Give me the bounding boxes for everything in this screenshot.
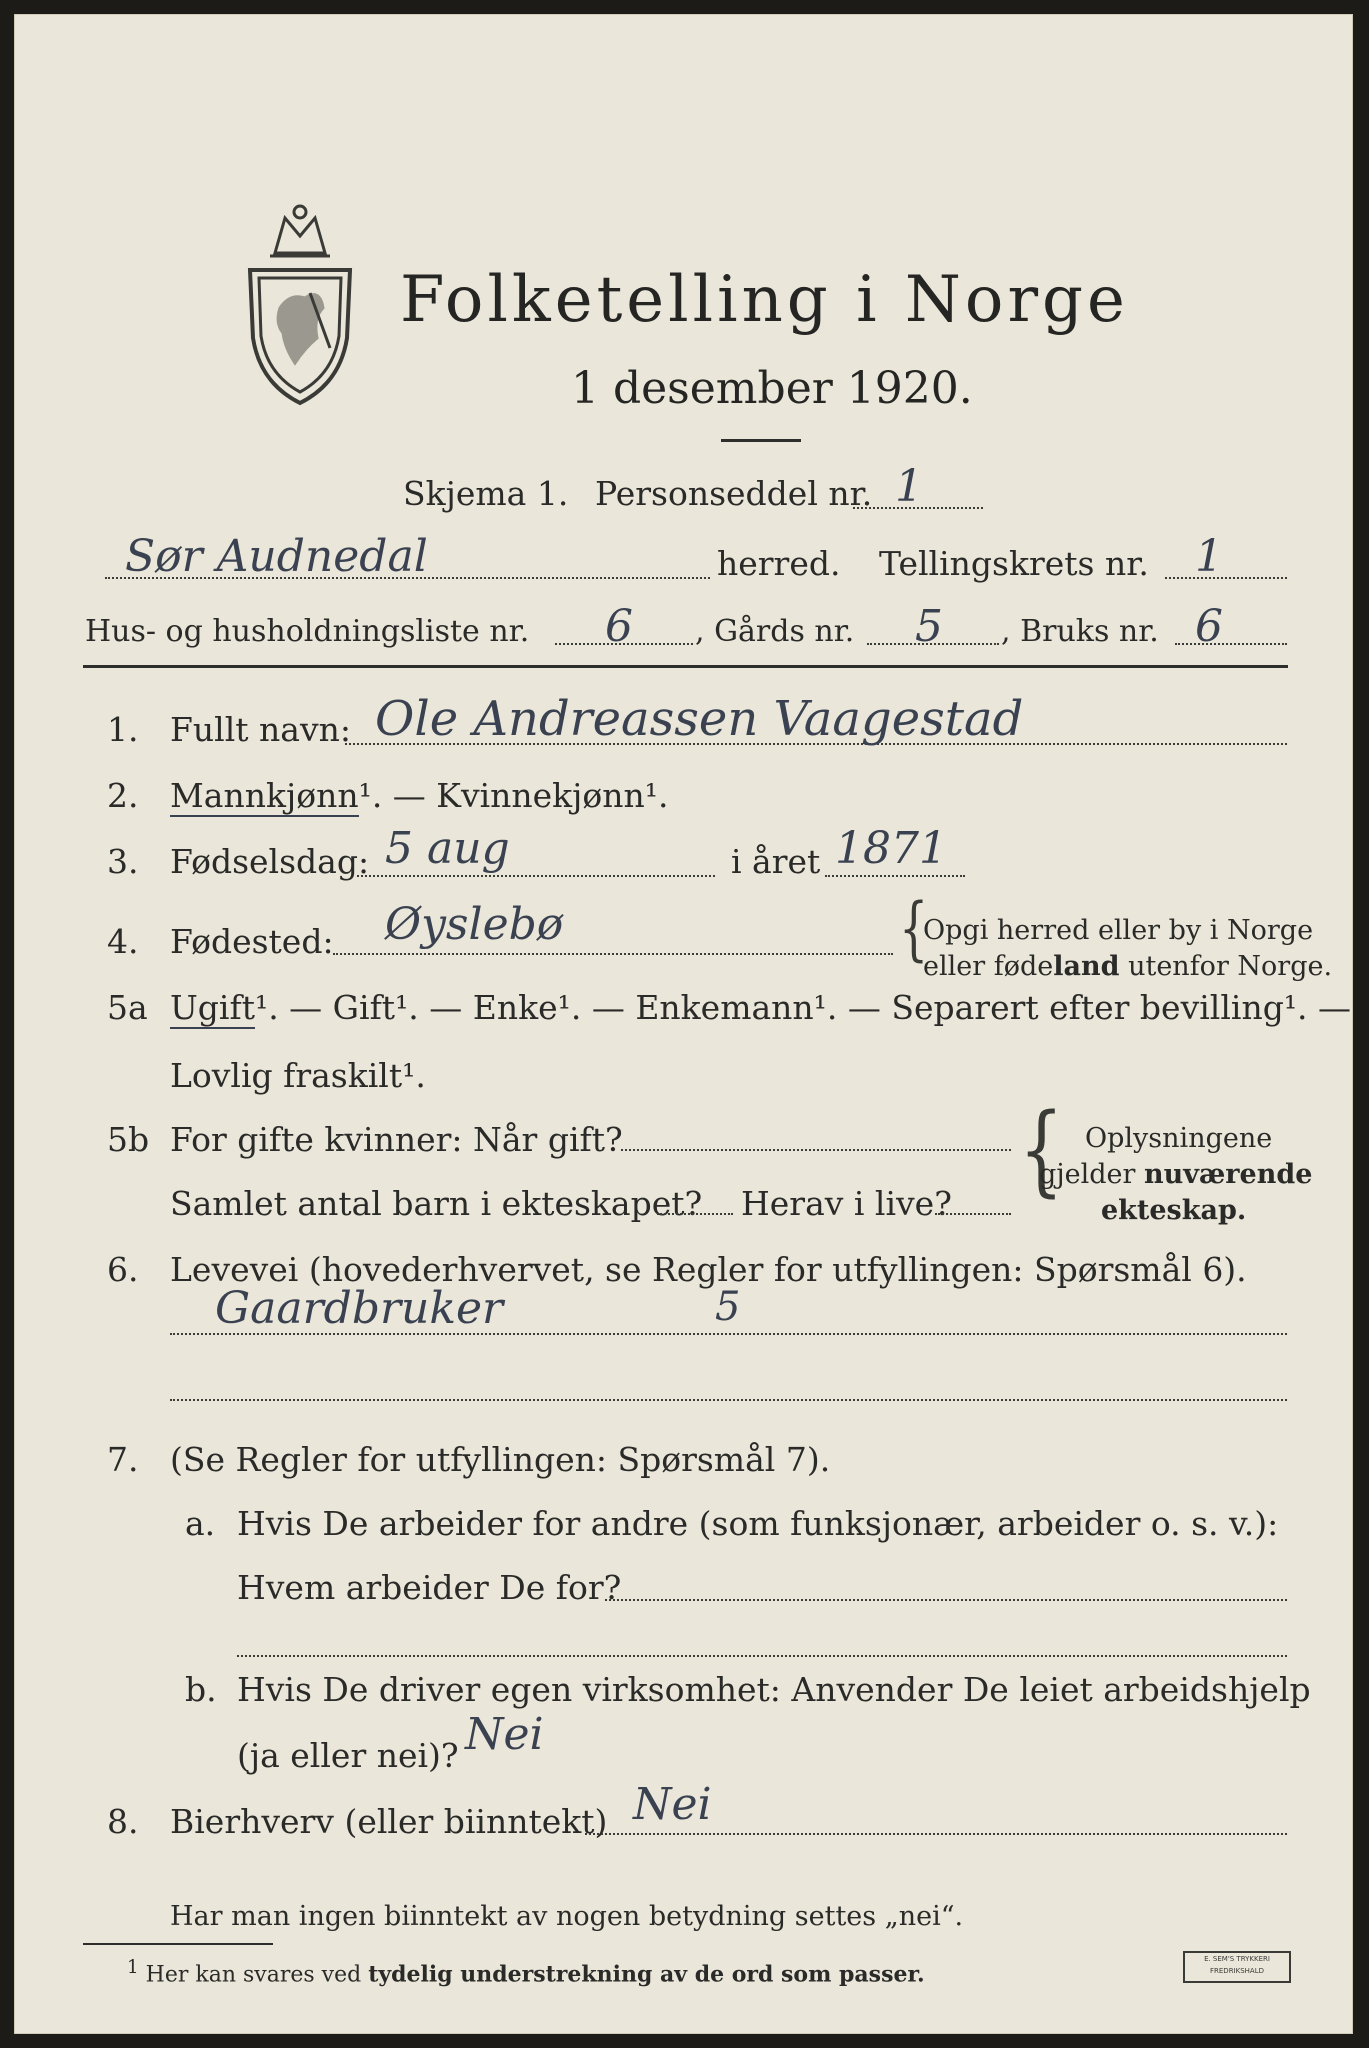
herred-label: herred. — [717, 544, 841, 583]
q4-birthplace-value[interactable]: Øyslebø — [385, 899, 564, 950]
q5b-note-part-a: gjelder — [1039, 1159, 1145, 1190]
q7a-label: Hvis De arbeider for andre (som funksjonær, arbeider o. s. v.): — [237, 1504, 1279, 1543]
q4-note-part-b: land — [1053, 951, 1120, 982]
q5a-ugift-option[interactable]: Ugift — [170, 988, 255, 1027]
q3-year-value[interactable]: 1871 — [835, 823, 947, 874]
q5b-note-part-b: nuværende — [1144, 1159, 1313, 1190]
q7a-employer-label: Hvem arbeider De for? — [237, 1568, 622, 1607]
tellingskrets-line — [1165, 577, 1287, 579]
q2-separator: . — — [371, 776, 437, 815]
q5a-number: 5a — [107, 988, 148, 1027]
skjema-label: Skjema 1. — [403, 474, 569, 513]
q4-note-line2 — [923, 953, 1332, 980]
q5b-children-line — [657, 1213, 733, 1215]
gards-label: , Gårds nr. — [695, 614, 855, 649]
hus-value[interactable]: 6 — [605, 601, 633, 652]
q8-label: Bierhverv (eller biinntekt) — [170, 1802, 608, 1841]
q6-occupation-code[interactable]: 5 — [715, 1284, 741, 1330]
q5a-other-options: . — Gift¹. — Enke¹. — Enkemann¹. — Separert efter bevilling¹. — — [268, 988, 1352, 1027]
tellingskrets-value[interactable]: 1 — [1195, 531, 1223, 582]
q5b-brace: { — [1019, 1092, 1064, 1208]
personseddel-label: Personseddel nr. — [595, 474, 873, 513]
footnote-rule — [83, 1943, 273, 1945]
bruks-value[interactable]: 6 — [1195, 601, 1223, 652]
q6-line2 — [170, 1399, 1287, 1401]
q6-occupation-value[interactable]: Gaardbruker — [215, 1283, 504, 1334]
q5b-married-label: For gifte kvinner: Når gift? — [170, 1120, 623, 1159]
census-form-sheet — [14, 14, 1353, 2034]
q7a-letter: a. — [185, 1504, 216, 1543]
footer-note: Har man ingen biinntekt av nogen betydning settes „nei“. — [170, 1901, 964, 1932]
footnote-text-b: tydelig understrekning av de ord som passer. — [368, 1961, 925, 1988]
printer-stamp: E. SEM'S TRYKKERI FREDRIKSHALD — [1183, 1951, 1291, 1983]
q7b-letter: b. — [185, 1670, 217, 1709]
q5b-alive-line — [935, 1213, 1011, 1215]
q2-number: 2. — [107, 776, 139, 815]
q8-number: 8. — [107, 1802, 139, 1841]
q3-number: 3. — [107, 842, 139, 881]
q5a-options: Ugift¹. — Gift¹. — Enke¹. — Enkemann¹. — Separert efter bevilling¹. — — [170, 988, 1352, 1027]
q2-female-option[interactable]: Kvinnekjønn — [436, 776, 645, 815]
footnote-text-a: Her kan svares ved — [145, 1962, 369, 1988]
q6-label: Levevei (hovederhvervet, se Regler for utfyllingen: Spørsmål 6). — [170, 1250, 1247, 1289]
q7b-value[interactable]: Nei — [465, 1709, 544, 1760]
q5b-married-line — [621, 1149, 1011, 1151]
q2-male-option[interactable]: Mannkjønn — [170, 776, 359, 815]
q3-birthday-value[interactable]: 5 aug — [385, 823, 510, 874]
footnote-mark: 1 — [127, 1957, 139, 1978]
herred-value[interactable]: Sør Audnedal — [125, 531, 428, 582]
bruks-line — [1175, 643, 1287, 645]
q4-label: Fødested: — [170, 922, 334, 961]
q3-label: Fødselsdag: — [170, 842, 370, 881]
q2-end: . — [658, 776, 669, 815]
q5b-note-line1: Oplysningene — [1085, 1123, 1273, 1154]
hus-label: Hus- og husholdningsliste nr. — [85, 614, 530, 649]
q3-year-line — [825, 875, 965, 877]
q2-options: Mannkjønn¹. — Kvinnekjønn¹. — [170, 776, 669, 815]
q7-label: (Se Regler for utfyllingen: Spørsmål 7). — [170, 1440, 831, 1479]
norwegian-coat-of-arms-icon — [235, 198, 365, 418]
q7-number: 7. — [107, 1440, 139, 1479]
q3-line — [357, 875, 715, 877]
q1-fullname-value[interactable]: Ole Andreassen Vaagestad — [375, 691, 1024, 747]
tellingskrets-label: Tellingskrets nr. — [879, 544, 1149, 583]
q6-number: 6. — [107, 1250, 139, 1289]
q5a-line2: Lovlig fraskilt¹. — [170, 1056, 426, 1095]
q1-number: 1. — [107, 710, 139, 749]
q7a-employer-line2 — [237, 1655, 1287, 1657]
q5b-note-line3: ekteskap. — [1101, 1195, 1247, 1226]
q7a-employer-line — [605, 1599, 1287, 1601]
header-divider — [83, 665, 1288, 668]
q4-note-part-c: utenfor Norge. — [1119, 951, 1333, 982]
gards-value[interactable]: 5 — [915, 601, 943, 652]
q5b-alive-label: Herav i live? — [741, 1184, 952, 1223]
q4-line — [333, 953, 893, 955]
form-date: 1 desember 1920. — [571, 363, 973, 414]
q4-brace: { — [899, 887, 929, 969]
personseddel-value[interactable]: 1 — [895, 461, 923, 512]
q4-note-line1: Opgi herred eller by i Norge — [923, 915, 1314, 946]
q4-number: 4. — [107, 922, 139, 961]
bruks-label: , Bruks nr. — [1001, 614, 1159, 649]
q7b-label: Hvis De driver egen virksomhet: Anvender De leiet arbeidshjelp — [237, 1670, 1311, 1709]
q5b-note-line2 — [1039, 1161, 1312, 1188]
q1-label: Fullt navn: — [170, 710, 351, 749]
q5b-children-label: Samlet antal barn i ekteskapet? — [170, 1184, 703, 1223]
q4-note-part-a: eller føde — [923, 951, 1054, 982]
title-divider — [721, 439, 801, 442]
q7b-yesno-label: (ja eller nei)? — [237, 1736, 459, 1775]
q8-value[interactable]: Nei — [633, 1779, 712, 1830]
q8-line — [585, 1833, 1287, 1835]
form-title: Folketelling i Norge — [400, 263, 1129, 337]
q5b-number: 5b — [107, 1120, 150, 1159]
q3-year-label: i året — [731, 842, 821, 881]
footnote — [127, 1959, 925, 1986]
